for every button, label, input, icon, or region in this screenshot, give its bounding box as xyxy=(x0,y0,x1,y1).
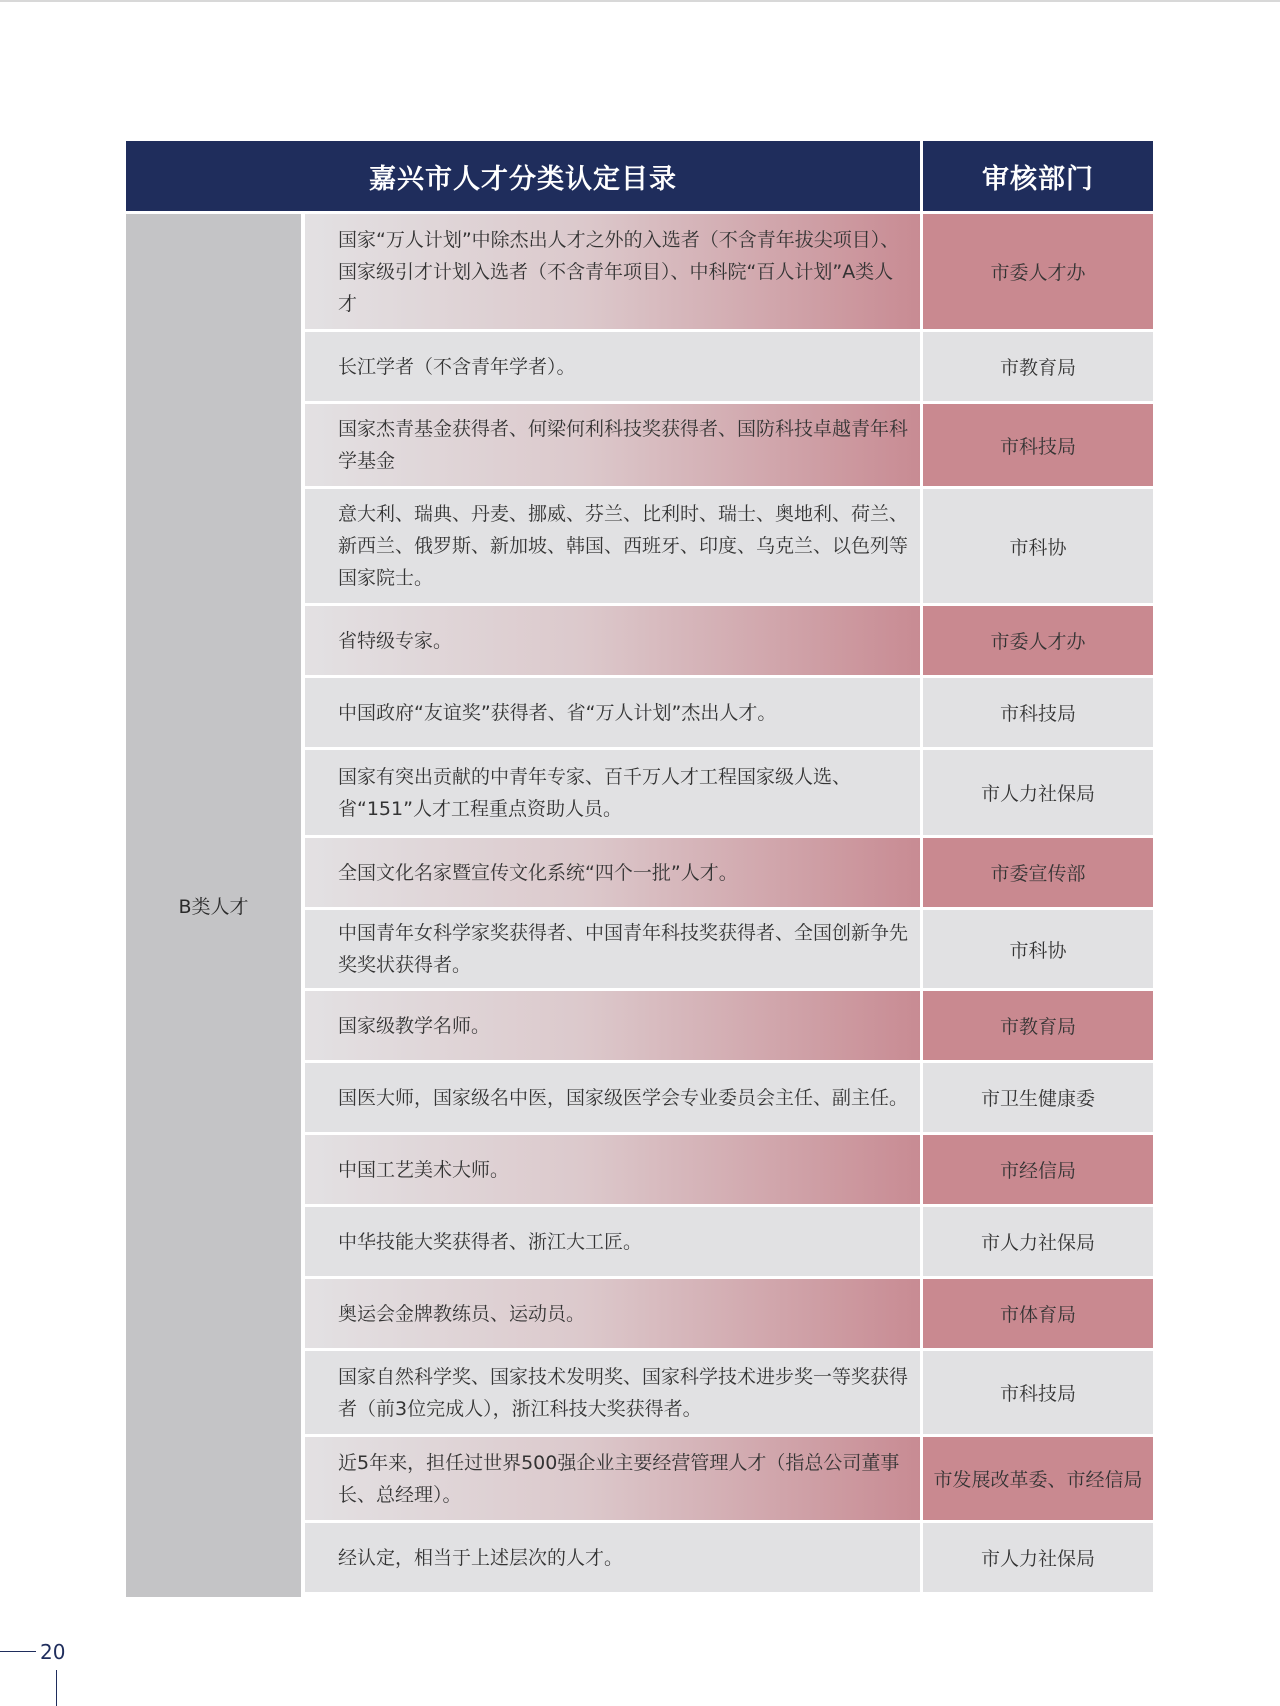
row-department: 市委宣传部 xyxy=(923,838,1153,907)
row-description: 奥运会金牌教练员、运动员。 xyxy=(305,1279,920,1348)
row-department: 市人力社保局 xyxy=(923,750,1153,835)
table-row xyxy=(305,1063,1153,1132)
row-department: 市教育局 xyxy=(923,332,1153,401)
table-row xyxy=(305,910,1153,988)
row-description: 经认定，相当于上述层次的人才。 xyxy=(305,1523,920,1592)
page-number: 20 xyxy=(40,1640,66,1664)
row-description: 国医大师，国家级名中医，国家级医学会专业委员会主任、副主任。 xyxy=(305,1063,920,1132)
dept-column-header: 审核部门 xyxy=(923,141,1153,211)
row-description: 中国青年女科学家奖获得者、中国青年科技奖获得者、全国创新争先奖奖状获得者。 xyxy=(305,910,920,988)
row-department: 市经信局 xyxy=(923,1135,1153,1204)
row-description: 国家有突出贡献的中青年专家、百千万人才工程国家级人选、省“151”人才工程重点资助人员。 xyxy=(305,750,920,835)
category-cell: B类人才 xyxy=(126,214,301,1597)
row-department: 市卫生健康委 xyxy=(923,1063,1153,1132)
table-row xyxy=(305,1207,1153,1276)
row-department: 市人力社保局 xyxy=(923,1523,1153,1592)
row-description: 全国文化名家暨宣传文化系统“四个一批”人才。 xyxy=(305,838,920,907)
row-department: 市委人才办 xyxy=(923,606,1153,675)
table-row xyxy=(305,489,1153,603)
row-department: 市科协 xyxy=(923,489,1153,603)
table-row xyxy=(305,838,1153,907)
table-row xyxy=(305,332,1153,401)
row-department: 市发展改革委、市经信局 xyxy=(923,1437,1153,1520)
table-row xyxy=(305,1351,1153,1434)
row-description: 中国工艺美术大师。 xyxy=(305,1135,920,1204)
row-description: 国家级教学名师。 xyxy=(305,991,920,1060)
talent-table xyxy=(126,141,1153,1597)
row-department: 市人力社保局 xyxy=(923,1207,1153,1276)
row-description: 国家“万人计划”中除杰出人才之外的入选者（不含青年拔尖项目）、国家级引才计划入选者（不含青年项目）、中科院“百人计划”A类人才 xyxy=(305,214,920,329)
row-description: 国家自然科学奖、国家技术发明奖、国家科学技术进步奖一等奖获得者（前3位完成人），浙江科技大奖获得者。 xyxy=(305,1351,920,1434)
page-rule-horizontal xyxy=(0,1651,36,1652)
table-row xyxy=(305,404,1153,486)
row-description: 近5年来，担任过世界500强企业主要经营管理人才（指总公司董事长、总经理）。 xyxy=(305,1437,920,1520)
row-description: 国家杰青基金获得者、何梁何利科技奖获得者、国防科技卓越青年科学基金 xyxy=(305,404,920,486)
row-department: 市委人才办 xyxy=(923,214,1153,329)
table-row xyxy=(305,991,1153,1060)
row-department: 市科技局 xyxy=(923,678,1153,747)
table-row xyxy=(305,678,1153,747)
row-department: 市体育局 xyxy=(923,1279,1153,1348)
row-department: 市教育局 xyxy=(923,991,1153,1060)
row-description: 中国政府“友谊奖”获得者、省“万人计划”杰出人才。 xyxy=(305,678,920,747)
row-description: 省特级专家。 xyxy=(305,606,920,675)
table-title: 嘉兴市人才分类认定目录 xyxy=(126,141,920,211)
page-rule-vertical xyxy=(56,1670,57,1706)
row-department: 市科技局 xyxy=(923,1351,1153,1434)
table-body xyxy=(126,214,1153,1597)
table-row xyxy=(305,214,1153,329)
table-header xyxy=(126,141,1153,211)
table-row xyxy=(305,1523,1153,1592)
row-department: 市科协 xyxy=(923,910,1153,988)
table-row xyxy=(305,1279,1153,1348)
row-description: 中华技能大奖获得者、浙江大工匠。 xyxy=(305,1207,920,1276)
top-border xyxy=(0,0,1280,2)
table-row xyxy=(305,1437,1153,1520)
table-rows xyxy=(305,214,1153,1595)
row-department: 市科技局 xyxy=(923,404,1153,486)
row-description: 意大利、瑞典、丹麦、挪威、芬兰、比利时、瑞士、奥地利、荷兰、新西兰、俄罗斯、新加坡、韩国、西班牙、印度、乌克兰、以色列等国家院士。 xyxy=(305,489,920,603)
table-row xyxy=(305,606,1153,675)
table-row xyxy=(305,750,1153,835)
table-row xyxy=(305,1135,1153,1204)
row-description: 长江学者（不含青年学者）。 xyxy=(305,332,920,401)
